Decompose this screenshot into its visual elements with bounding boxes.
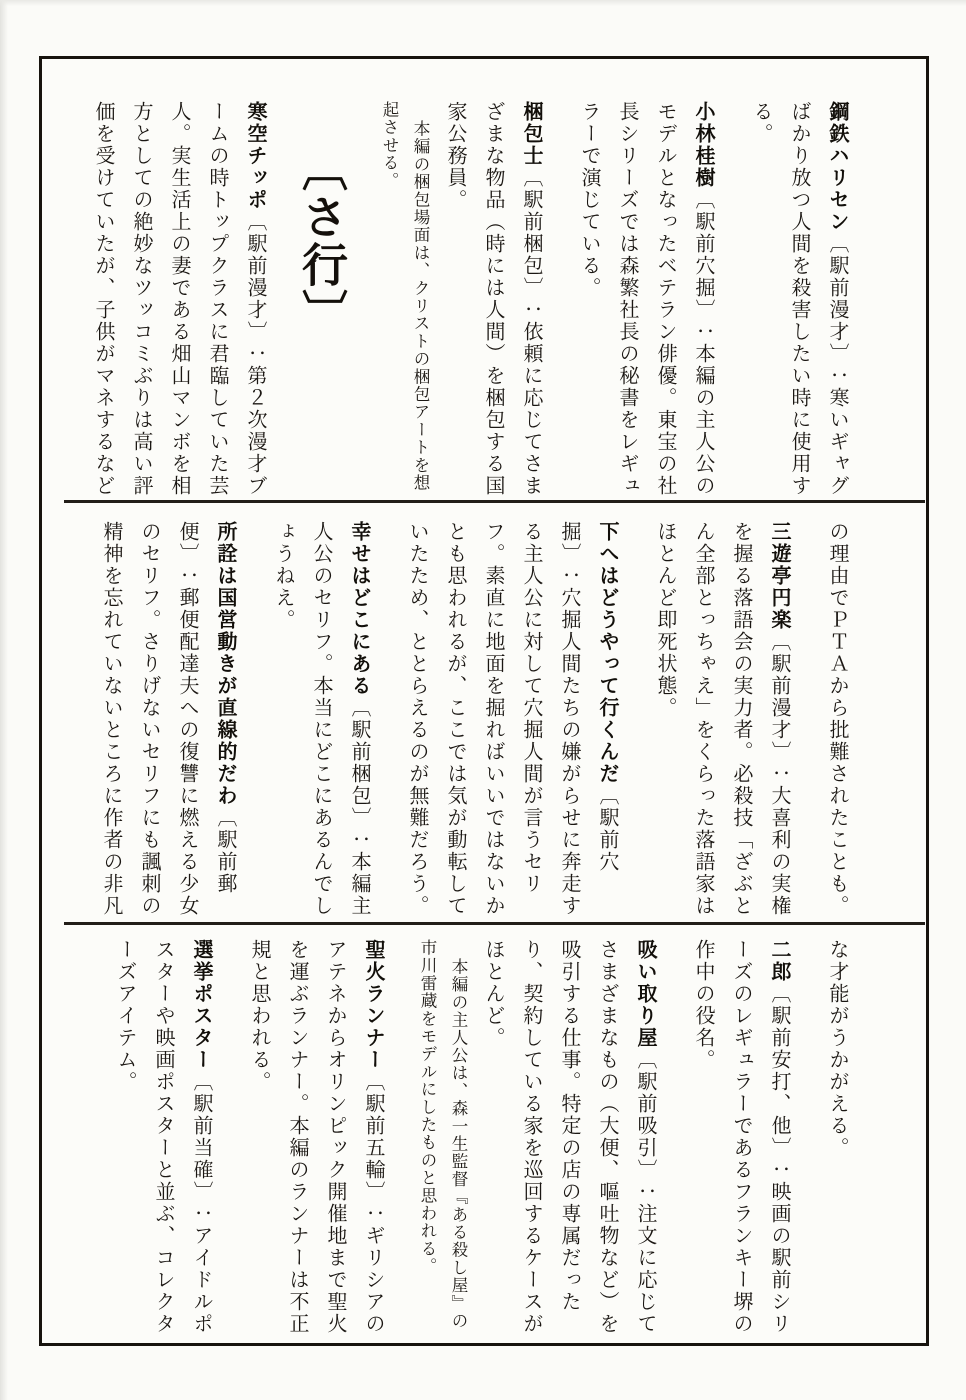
- entry-title: 二郎: [768, 939, 790, 983]
- entry-note: 本編の主人公は、森一生監督『ある殺し屋』の市川雷蔵をモデルにしたものと思われる。: [418, 939, 468, 1330]
- entry: [240, 939, 392, 1337]
- entry-title: 幸せはどこにある: [348, 521, 370, 697]
- entry: [398, 521, 626, 921]
- entry: [106, 939, 220, 1337]
- entry: [684, 939, 798, 1337]
- entry-body: 〔駅前穴掘〕：穴掘人間たちの嫌がらせに奔走する主人公に対して穴掘人間が言うセリフ。素直に地面を掘ればいいではないかとも思われるが、ここでは気が動転していたため、ととらえるのが無難だろう。: [406, 521, 618, 917]
- entry-body: 〔駅前安打、他〕：映画の駅前シリーズのレギュラーであるフランキー堺の作中の役名。: [692, 939, 790, 1335]
- entry-body: 〔駅前漫才〕：大喜利の実権を握る落語会の実力者。必殺技「ざぶとん全部とっちゃえ」をくらった落語家はほとんど即死状態。: [654, 521, 790, 917]
- entry: [84, 101, 274, 501]
- entry-title: 梱包士: [520, 101, 542, 167]
- entry-body: 〔駅前梱包〕：依頼に応じてさまざまな物品（時には人間）を梱包する国家公務員。: [444, 101, 542, 497]
- kana-header: 〔さ行〕: [296, 145, 347, 337]
- entry-body: 〔駅前吸引〕：注文に応じてさまざまなもの（大便、嘔吐物など）を吸引する仕事。特定の店の専属だったり、契約している家を巡回するケースがほとんど。: [482, 939, 656, 1335]
- entry-title: 所詮は国営動きが直線的だわ: [214, 521, 236, 807]
- entry: [646, 521, 798, 921]
- entry-title: 下へはどうやって行くんだ: [596, 521, 618, 785]
- scan-edge: [0, 0, 966, 6]
- entry-title: 聖火ランナー: [362, 939, 384, 1071]
- glossary-section-bottom: [48, 939, 926, 1337]
- entry-body: の理由でＰＴＡから批難されたことも。: [826, 521, 848, 917]
- glossary-section-middle: [48, 521, 926, 921]
- glossary-section-top: [48, 101, 926, 501]
- scan-edge: [0, 0, 8, 1400]
- entry: [742, 101, 856, 501]
- entry-body: な才能がうかがえる。: [826, 939, 848, 1159]
- entry: [92, 521, 244, 921]
- entry: [570, 101, 722, 501]
- section-divider: [64, 500, 925, 503]
- entry-body: 〔駅前当確〕：アイドルポスターや映画ポスターと並ぶ、コレクターズアイテム。: [114, 939, 212, 1335]
- continuation-paragraph: [818, 939, 856, 1337]
- entry-body: 〔駅前梱包〕：本編主人公のセリフ。本当にどこにあるんでしょうねえ。: [272, 521, 370, 917]
- entry-title: 小林桂樹: [692, 101, 714, 189]
- section-divider: [64, 922, 925, 925]
- entry-body: 〔駅前漫才〕：第２次漫才ブームの時トップクラスに君臨していた芸人。実生活上の妻である畑山マンボを相方としての絶妙なツッコミぶりは高い評価を受けていたが、子供がマネするなど: [92, 101, 266, 497]
- entry-title: 寒空チッポ: [244, 101, 266, 211]
- entry: [374, 101, 550, 501]
- entry: [264, 521, 378, 921]
- entry-title: 選挙ポスター: [190, 939, 212, 1071]
- entry-body: 〔駅前五輪〕：ギリシアのアテネからオリンピック開催地まで聖火を運ぶランナー。本編のランナーは不正規と思われる。: [248, 939, 384, 1335]
- entry-title: 吸い取り屋: [634, 939, 656, 1049]
- entry-body: 〔駅前郵便〕：郵便配達夫への復讐に燃える少女のセリフ。さりげないセリフにも諷刺の精神を忘れていないところに作者の非凡: [100, 521, 236, 917]
- continuation-paragraph: [818, 521, 856, 921]
- entry-body: 〔駅前穴掘〕：本編の主人公のモデルとなったベテラン俳優。東宝の社長シリーズでは森繁社長の秘書をレギュラーで演じている。: [578, 101, 714, 497]
- entry: [412, 939, 664, 1337]
- entry-note: 本編の梱包場面は、クリストの梱包アートを想起させる。: [380, 101, 430, 492]
- page-frame: [39, 56, 929, 1346]
- entry-title: 三遊亭円楽: [768, 521, 790, 631]
- entry-title: 鋼鉄ハリセン: [826, 101, 848, 233]
- entry-body: 〔駅前漫才〕：寒いギャグばかり放つ人間を殺害したい時に使用する。: [750, 101, 848, 497]
